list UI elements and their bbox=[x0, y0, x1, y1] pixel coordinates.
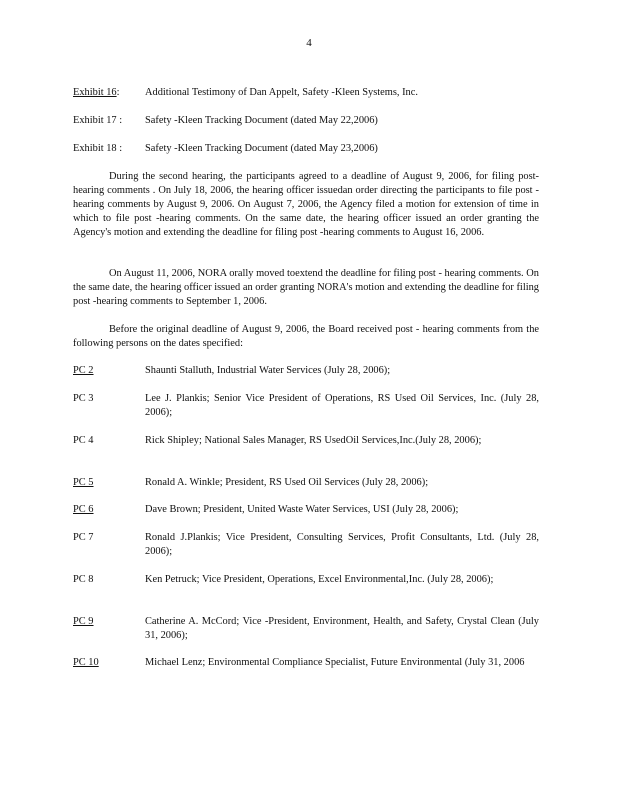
pc-7-label: PC 7 bbox=[73, 532, 94, 543]
pc-10-label: PC 10 bbox=[73, 657, 99, 668]
exhibit-18-label bbox=[73, 142, 122, 156]
pc-9-label: PC 9 bbox=[73, 616, 94, 627]
page-number: 4 bbox=[306, 37, 312, 49]
exhibit-17-text: Safety -Kleen Tracking Document (dated May 22,2006) bbox=[145, 115, 378, 126]
pc-9-text: Catherine A. McCord; Vice -President, Environment, Health, and Safety, Crystal Clean (July 31, 2006); bbox=[145, 616, 539, 641]
exhibit-18-label-text: Exhibit 18 bbox=[73, 143, 117, 154]
pc-8-label: PC 8 bbox=[73, 574, 94, 585]
paragraph-original-deadline: Before the original deadline of August 9, 2006, the Board received post - hearing comments from the following persons on the dates specified: bbox=[73, 324, 539, 349]
pc-2-label: PC 2 bbox=[73, 365, 94, 376]
pc-4-text: Rick Shipley; National Sales Manager, RS UsedOil Services,Inc.(July 28, 2006); bbox=[145, 435, 482, 446]
exhibit-16-text: Additional Testimony of Dan Appelt, Safety -Kleen Systems, Inc. bbox=[145, 87, 418, 98]
exhibit-17-label bbox=[73, 114, 122, 128]
exhibit-16-label bbox=[73, 86, 119, 100]
pc-5-label: PC 5 bbox=[73, 477, 94, 488]
pc-2-text: Shaunti Stalluth, Industrial Water Services (July 28, 2006); bbox=[145, 365, 391, 376]
pc-3-text: Lee J. Plankis; Senior Vice President of Operations, RS Used Oil Services, Inc. (July 28, 2006); bbox=[145, 393, 539, 418]
exhibit-17-colon: : bbox=[116, 115, 123, 126]
pc-6-text: Dave Brown; President, United Waste Water Services, USI (July 28, 2006); bbox=[145, 504, 459, 515]
exhibit-16-label-text: Exhibit 16 bbox=[73, 87, 117, 98]
pc-7-text: Ronald J.Plankis; Vice President, Consulting Services, Profit Consultants, Ltd. (July 28, 2006); bbox=[145, 532, 539, 557]
exhibit-18-colon: : bbox=[116, 143, 123, 154]
pc-6-label: PC 6 bbox=[73, 504, 94, 515]
exhibit-16-colon: : bbox=[116, 87, 120, 98]
pc-4-label: PC 4 bbox=[73, 435, 94, 446]
exhibit-18-text: Safety -Kleen Tracking Document (dated May 23,2006) bbox=[145, 143, 378, 154]
pc-8-text: Ken Petruck; Vice President, Operations, Excel Environmental,Inc. (July 28, 2006); bbox=[145, 574, 494, 585]
exhibit-17-label-text: Exhibit 17 bbox=[73, 115, 117, 126]
paragraph-nora-motion: On August 11, 2006, NORA orally moved toextend the deadline for filing post - hearing comments. On the same date, the hearing officer issued an order granting NORA's motion and extending the deadline for filing post -hearing comments to September 1, 2006. bbox=[73, 268, 539, 307]
pc-3-label: PC 3 bbox=[73, 393, 94, 404]
paragraph-second-hearing: During the second hearing, the participants agreed to a deadline of August 9, 2006, for filing post-hearing comments . On July 18, 2006, the hearing officer issuedan order directing the participants to file post -hearing comments by August 9, 2006. On August 7, 2006, the Agency filed a motion for extension of time in which to file post -hearing comments. On the same date, the hearing officer issued an order granting the Agency's motion and extending the deadline for filing post -hearing comments to August 16, 2006. bbox=[73, 171, 539, 238]
pc-5-text: Ronald A. Winkle; President, RS Used Oil Services (July 28, 2006); bbox=[145, 477, 429, 488]
pc-10-text: Michael Lenz; Environmental Compliance Specialist, Future Environmental (July 31, 2006 bbox=[145, 657, 525, 668]
